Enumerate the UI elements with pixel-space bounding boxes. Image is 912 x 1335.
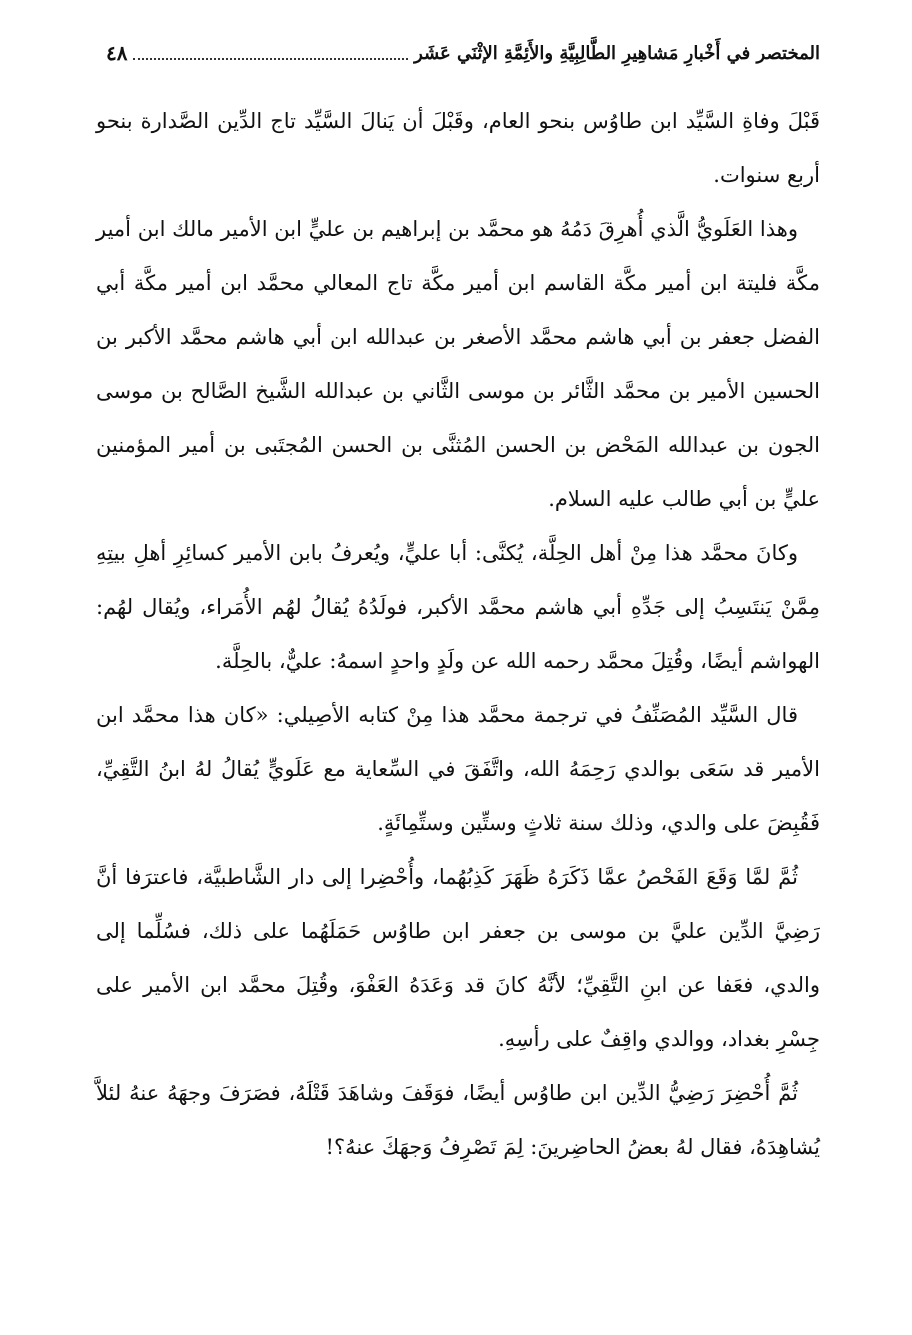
- body-text: [96, 94, 820, 1174]
- paragraph-4: قال السَّيِّد المُصَنِّفُ في ترجمة محمَّد هذا مِنْ كتابه الأصِيلي: «كان هذا محمَّد ابن الأمير قد سَعَى بوالدي رَحِمَهُ الله، واتَّفَقَ في السِّعاية مع عَلَويٍّ يُقالُ لهُ ابنُ التَّقِيِّ، فَقُبِضَ على والدي، وذلك سنة ثلاثٍ وستِّين وستِّمِائَةٍ.: [96, 703, 820, 835]
- running-header: [96, 28, 820, 78]
- book-page: [96, 28, 820, 1295]
- paragraph-3: وكانَ محمَّد هذا مِنْ أهل الحِلَّة، يُكنَّى: أبا عليٍّ، ويُعرفُ بابن الأمير كسائِرِ أهلِ بيتِهِ مِمَّنْ يَنتَسِبُ إلى جَدِّهِ أبي هاشم محمَّد الأكبر، فولَدُهُ يُقالُ لهُم الأُمَراء، ويُقال لهُم: الهواشم أيضًا، وقُتِلَ محمَّد رحمه الله عن ولَدٍ واحدٍ اسمهُ: عليٌّ، بالحِلَّة.: [96, 541, 820, 673]
- paragraph-1: قَبْلَ وفاةِ السَّيِّد ابن طاوُس بنحو العام، وقَبْلَ أن يَنالَ السَّيِّد تاج الدِّين الصَّدارة بنحو أربع سنوات.: [96, 109, 820, 187]
- header-dotted-leader: [133, 58, 408, 60]
- paragraph-5: ثُمَّ لمَّا وَقَعَ الفَحْصُ عمَّا ذَكَرَهُ ظَهَرَ كَذِبُهُما، وأُحْضِرا إلى دار الشَّاطبيَّة، فاعترَفا أنَّ رَضِيَّ الدِّين عليَّ بن موسى بن جعفر ابن طاوُس حَمَلَهُما على ذلك، فسُلِّما إلى والدي، فعَفا عن ابنِ التَّقِيِّ؛ لأنَّهُ كانَ قد وَعَدَهُ العَفْوَ، وقُتِلَ محمَّد ابن الأمير على جِسْرِ بغداد، ووالدي واقِفٌ على رأسِهِ.: [96, 865, 820, 1051]
- paragraph-6: ثُمَّ أُحْضِرَ رَضِيُّ الدِّين ابن طاوُس أيضًا، فوَقَفَ وشاهَدَ قَتْلَهُ، فصَرَفَ وجهَهُ عنهُ لئلاَّ يُشاهِدَهُ، فقال لهُ بعضُ الحاضِرينَ: لِمَ تَصْرِفُ وَجهَكَ عنهُ؟!: [96, 1081, 820, 1159]
- page-number: ٤٨: [106, 41, 128, 65]
- paragraph-2: وهذا العَلَويُّ الَّذي أُهرِقَ دَمُهُ هو محمَّد بن إبراهيم بن عليٍّ ابن الأمير مالك ابن أمير مكَّة فليتة ابن أمير مكَّة القاسم ابن أمير مكَّة تاج المعالي محمَّد ابن أمير مكَّة أبي الفضل جعفر بن أبي هاشم محمَّد الأصغر بن عبدالله ابن أبي هاشم محمَّد الأكبر بن الحسين الأمير بن محمَّد الثَّائر بن موسى الثَّاني بن عبدالله الشَّيخ الصَّالح بن موسى الجون بن عبدالله المَحْض بن الحسن المُثنَّى بن الحسن المُجتَبى بن أمير المؤمنين عليٍّ بن أبي طالب عليه السلام.: [96, 217, 820, 511]
- book-title: المختصر في أَخْبارِ مَشاهِيرِ الطَّالِبِيَّةِ والأَئِمَّةِ الإثْنَي عَشَر: [414, 42, 820, 64]
